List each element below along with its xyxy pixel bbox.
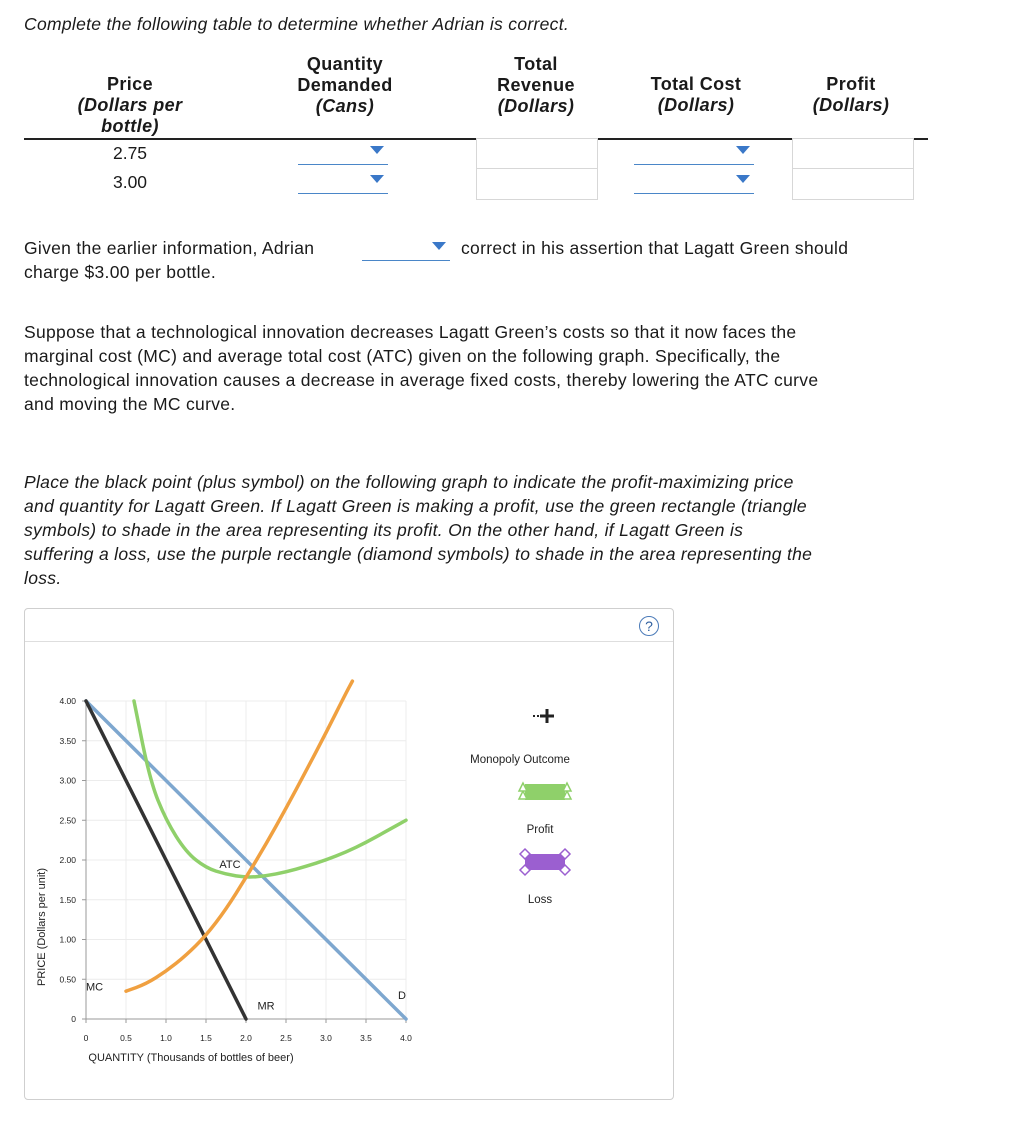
x-tick-label: 2.5 <box>280 1033 292 1043</box>
statement-line2: charge $3.00 per bottle. <box>24 262 217 282</box>
header-price-line2: (Dollars per <box>77 95 183 115</box>
x-tick-label: 3.5 <box>360 1033 372 1043</box>
tech-line-4: and moving the MC curve. <box>24 394 236 414</box>
y-tick-label: 0 <box>71 1014 76 1024</box>
tech-line-2: marginal cost (MC) and average total cost (ATC) given on the following graph. Specifically, the <box>24 346 781 366</box>
profit-rectangle-tool[interactable] <box>519 783 571 800</box>
chevron-down-icon <box>736 146 750 154</box>
header-revenue-line1: Total <box>514 54 558 74</box>
monopoly-graph[interactable] <box>25 609 673 1097</box>
header-cost-line1: Total Cost <box>650 74 742 94</box>
chevron-down-icon <box>736 175 750 183</box>
chevron-down-icon <box>370 175 384 183</box>
loss-rectangle-tool[interactable] <box>520 849 570 875</box>
header-quantity-line3: (Cans) <box>315 96 375 116</box>
header-profit <box>781 74 921 116</box>
tech-line-1: Suppose that a technological innovation decreases Lagatt Green’s costs so that it now faces the <box>24 322 797 342</box>
header-revenue <box>466 54 606 117</box>
row1-cost-dropdown[interactable] <box>634 140 754 165</box>
place-line-5: loss. <box>24 568 62 588</box>
legend-monopoly-outcome: Monopoly Outcome <box>470 754 570 766</box>
row1-price: 2.75 <box>112 143 148 163</box>
place-line-3: symbols) to shade in the area representing its profit. On the other hand, if Lagatt Green is <box>24 520 744 540</box>
y-tick-label: 2.00 <box>59 855 76 865</box>
y-tick-label: 2.50 <box>59 815 76 826</box>
chevron-down-icon <box>370 146 384 154</box>
x-tick-label: 2.0 <box>240 1033 252 1043</box>
y-tick-label: 3.00 <box>59 775 76 786</box>
header-price-line3: bottle) <box>101 116 159 136</box>
header-price <box>60 74 200 137</box>
header-price-line1: Price <box>106 74 154 94</box>
label-mc: MC <box>86 981 104 994</box>
label-mr: MR <box>257 1000 275 1013</box>
tech-paragraph <box>24 320 818 416</box>
x-tick-label: 4.0 <box>400 1033 412 1043</box>
header-profit-line2: (Dollars) <box>812 95 890 115</box>
header-quantity-line1: Quantity <box>306 54 384 74</box>
legend-profit: Profit <box>526 824 554 836</box>
y-tick-label: 0.50 <box>59 974 76 985</box>
header-profit-line1: Profit <box>826 74 876 94</box>
row2-profit-input[interactable] <box>792 168 914 200</box>
x-axis-title: QUANTITY (Thousands of bottles of beer) <box>88 1052 294 1064</box>
y-axis-title: PRICE (Dollars per unit) <box>36 868 48 986</box>
row2-revenue-input[interactable] <box>476 168 598 200</box>
row2-quantity-dropdown[interactable] <box>298 169 388 194</box>
x-tick-label: 3.0 <box>320 1033 332 1043</box>
row1-quantity-dropdown[interactable] <box>298 140 388 165</box>
header-cost <box>626 74 766 116</box>
x-tick-label: 0.5 <box>120 1033 132 1043</box>
row1-profit-input[interactable] <box>792 138 914 170</box>
row1-revenue-input[interactable] <box>476 138 598 170</box>
header-revenue-line3: (Dollars) <box>497 96 575 116</box>
place-line-4: suffering a loss, use the purple rectangle (diamond symbols) to shade in the area representing the <box>24 544 813 564</box>
row2-cost-dropdown[interactable] <box>634 169 754 194</box>
monopoly-outcome-tool[interactable] <box>533 709 554 723</box>
chevron-down-icon <box>432 242 446 250</box>
graph-panel <box>24 608 674 1100</box>
adrian-correct-dropdown[interactable] <box>362 236 450 261</box>
help-icon[interactable]: ? <box>639 616 659 636</box>
header-cost-line2: (Dollars) <box>657 95 735 115</box>
row2-price: 3.00 <box>112 172 148 192</box>
legend-loss: Loss <box>527 894 553 906</box>
y-tick-label: 1.50 <box>59 894 76 905</box>
header-quantity <box>275 54 415 117</box>
y-tick-label: 1.00 <box>59 934 76 945</box>
x-tick-label: 1.0 <box>160 1033 172 1043</box>
label-atc: ATC <box>219 858 241 871</box>
x-tick-label: 1.5 <box>200 1033 212 1043</box>
place-line-2: and quantity for Lagatt Green. If Lagatt Green is making a profit, use the green rectangle (triangle <box>24 496 807 516</box>
statement-suffix: correct in his assertion that Lagatt Green should <box>461 238 849 258</box>
place-paragraph <box>24 470 812 590</box>
statement-prefix: Given the earlier information, Adrian <box>24 238 315 258</box>
label-d: D <box>398 990 406 1003</box>
header-revenue-line2: Revenue <box>497 75 575 95</box>
profit-swatch <box>525 784 565 800</box>
loss-swatch <box>525 854 565 870</box>
tech-line-3: technological innovation causes a decrease in average fixed costs, thereby lowering the ATC curve <box>24 370 819 390</box>
place-line-1: Place the black point (plus symbol) on the following graph to indicate the profit-maximizing price <box>24 472 794 492</box>
table-prompt: Complete the following table to determine whether Adrian is correct. <box>24 14 570 34</box>
y-tick-label: 4.00 <box>59 696 76 706</box>
y-tick-label: 3.50 <box>59 735 76 746</box>
mc-curve <box>126 681 352 991</box>
header-quantity-line2: Demanded <box>297 75 393 95</box>
x-tick-label: 0 <box>83 1033 89 1043</box>
